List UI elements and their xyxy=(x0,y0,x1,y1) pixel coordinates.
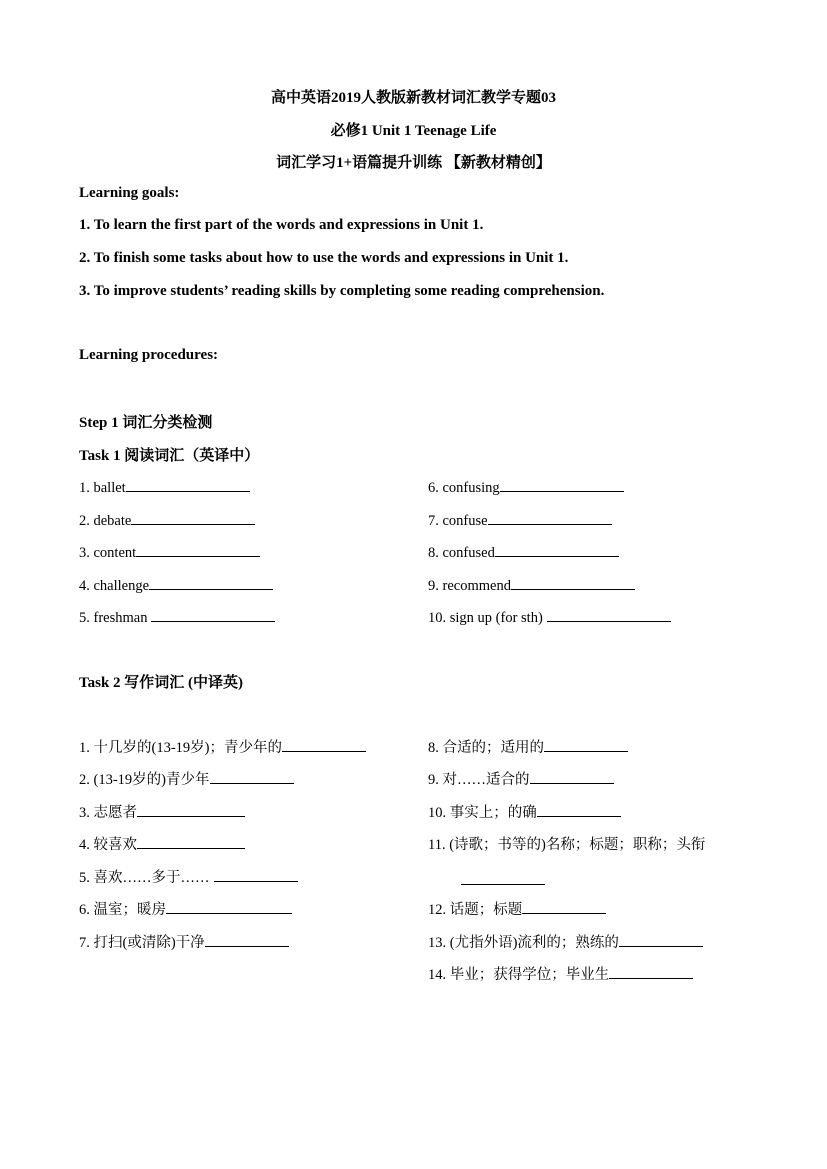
answer-blank[interactable] xyxy=(210,769,294,784)
goal-item: 3. To improve students’ reading skills by completing some reading comprehension. xyxy=(79,283,605,299)
answer-blank[interactable] xyxy=(488,510,612,525)
procedures-heading: Learning procedures: xyxy=(79,347,219,363)
task2-item: 3. 志愿者 xyxy=(79,801,245,822)
task2-item: 14. 毕业；获得学位；毕业生 xyxy=(428,963,693,984)
answer-blank[interactable] xyxy=(547,607,671,622)
task1-item: 5. freshman xyxy=(79,607,275,627)
task2-item: 12. 话题；标题 xyxy=(428,898,606,919)
task2-item: 1. 十几岁的(13-19岁)；青少年的 xyxy=(79,736,366,757)
task1-item: 2. debate xyxy=(79,510,255,530)
answer-blank[interactable] xyxy=(522,899,606,914)
task2-item: 8. 合适的；适用的 xyxy=(428,736,628,757)
answer-blank[interactable] xyxy=(544,737,628,752)
task2-item: 13. (尤指外语)流利的；熟练的 xyxy=(428,931,703,952)
answer-blank[interactable] xyxy=(151,607,275,622)
task1-item: 3. content xyxy=(79,542,260,562)
answer-blank[interactable] xyxy=(136,542,260,557)
task1-heading: Task 1 阅读词汇（英译中） xyxy=(79,448,260,464)
task1-item: 9. recommend xyxy=(428,575,635,595)
document-subtitle-2: 词汇学习1+语篇提升训练 【新教材精创】 xyxy=(276,155,551,171)
task2-item: 9. 对……适合的 xyxy=(428,768,614,789)
task1-item: 1. ballet xyxy=(79,477,250,497)
task2-item: 10. 事实上；的确 xyxy=(428,801,621,822)
task2-item: 5. 喜欢……多于…… xyxy=(79,866,298,887)
answer-blank[interactable] xyxy=(137,802,245,817)
task1-item: 8. confused xyxy=(428,542,619,562)
answer-blank[interactable] xyxy=(495,542,619,557)
answer-blank[interactable] xyxy=(149,575,273,590)
answer-blank[interactable] xyxy=(537,802,621,817)
answer-blank[interactable] xyxy=(205,932,289,947)
goal-item: 1. To learn the first part of the words and expressions in Unit 1. xyxy=(79,217,484,233)
goal-item: 2. To finish some tasks about how to use the words and expressions in Unit 1. xyxy=(79,250,569,266)
task2-item: 2. (13-19岁的)青少年 xyxy=(79,768,294,789)
task2-item: 4. 较喜欢 xyxy=(79,833,245,854)
answer-blank[interactable] xyxy=(530,769,614,784)
task2-item: 6. 温室；暖房 xyxy=(79,898,292,919)
task2-heading: Task 2 写作词汇 (中译英) xyxy=(79,675,244,691)
task1-item: 6. confusing xyxy=(428,477,624,497)
task2-item: 11. (诗歌；书等的)名称；标题；职称；头衔 xyxy=(428,837,706,853)
answer-blank[interactable] xyxy=(214,867,298,882)
answer-blank[interactable] xyxy=(282,737,366,752)
task2-item: 7. 打扫(或清除)干净 xyxy=(79,931,289,952)
document-title: 高中英语2019人教版新教材词汇教学专题03 xyxy=(270,90,556,106)
answer-blank[interactable] xyxy=(137,834,245,849)
document-subtitle: 必修1 Unit 1 Teenage Life xyxy=(330,123,497,139)
answer-blank[interactable] xyxy=(500,477,624,492)
answer-blank[interactable] xyxy=(609,964,693,979)
task1-item: 10. sign up (for sth) xyxy=(428,607,671,627)
step1-heading: Step 1 词汇分类检测 xyxy=(79,415,213,431)
task2-item-continuation xyxy=(461,870,545,890)
task1-item: 7. confuse xyxy=(428,510,612,530)
goals-heading: Learning goals: xyxy=(79,185,180,201)
answer-blank[interactable] xyxy=(166,899,292,914)
task1-item: 4. challenge xyxy=(79,575,273,595)
answer-blank[interactable] xyxy=(461,870,545,885)
answer-blank[interactable] xyxy=(619,932,703,947)
answer-blank[interactable] xyxy=(131,510,255,525)
answer-blank[interactable] xyxy=(126,477,250,492)
answer-blank[interactable] xyxy=(511,575,635,590)
